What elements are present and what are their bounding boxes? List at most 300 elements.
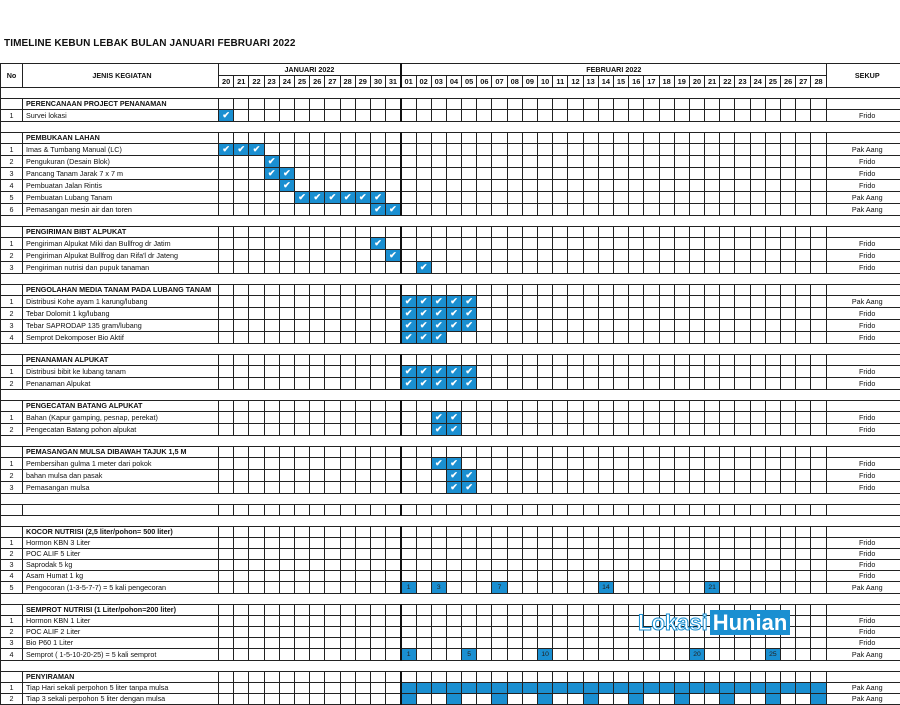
- day-cell: [629, 180, 644, 192]
- day-cell: [310, 355, 325, 366]
- scope-cell: [826, 672, 900, 683]
- day-cell: [644, 447, 659, 458]
- day-cell: [386, 204, 401, 216]
- header-row-months: [1, 64, 900, 76]
- day-cell: [659, 296, 674, 308]
- check-icon: ✔: [405, 366, 413, 376]
- day-cell: [370, 250, 385, 262]
- day-cell: [811, 366, 826, 378]
- day-cell: [477, 320, 492, 332]
- day-cell: [613, 401, 628, 412]
- scope-cell: Frido: [826, 458, 900, 470]
- day-cell: [811, 424, 826, 436]
- section-header-row: [1, 447, 900, 458]
- day-cell: [735, 308, 750, 320]
- day-cell: [553, 180, 568, 192]
- day-cell: [720, 192, 735, 204]
- section-no-cell: [1, 605, 23, 616]
- check-icon: ✔: [435, 320, 443, 330]
- day-cell: [264, 458, 279, 470]
- day-cell: [598, 401, 613, 412]
- day-cell: [234, 505, 249, 516]
- day-cell: [796, 627, 811, 638]
- table-row: [1, 412, 900, 424]
- day-cell: [325, 638, 340, 649]
- day-cell: [355, 447, 370, 458]
- day-cell: [355, 366, 370, 378]
- day-cell: [629, 649, 644, 661]
- day-cell: [477, 285, 492, 296]
- day-cell: [507, 144, 522, 156]
- day-cell: [674, 649, 689, 661]
- day-cell: [492, 538, 507, 549]
- day-cell: [538, 296, 553, 308]
- day-cell: [310, 683, 325, 694]
- day-cell: [386, 227, 401, 238]
- day-cell: [431, 605, 446, 616]
- day-cell: [674, 250, 689, 262]
- day-cell: [522, 582, 537, 594]
- day-cell: [689, 168, 704, 180]
- day-cell: [249, 401, 264, 412]
- day-cell: [234, 133, 249, 144]
- day-cell: [401, 582, 416, 594]
- day-cell: [568, 250, 583, 262]
- activity-name: POC ALIF 2 Liter: [23, 627, 219, 638]
- check-icon: ✔: [420, 378, 428, 388]
- day-cell: [583, 627, 598, 638]
- day-cell: [598, 582, 613, 594]
- day-cell: [598, 308, 613, 320]
- day-cell: [401, 378, 416, 390]
- day-cell: [735, 672, 750, 683]
- check-icon: ✔: [420, 332, 428, 342]
- day-cell: [781, 192, 796, 204]
- activity-name: Hormon KBN 1 Liter: [23, 616, 219, 627]
- day-cell: [613, 627, 628, 638]
- day-cell: [538, 458, 553, 470]
- day-cell: [477, 470, 492, 482]
- day-header: 24: [279, 76, 294, 88]
- day-cell: [431, 204, 446, 216]
- day-cell: [811, 110, 826, 122]
- day-cell: [234, 308, 249, 320]
- day-cell: [325, 308, 340, 320]
- day-cell: [568, 366, 583, 378]
- day-cell: [325, 238, 340, 250]
- day-cell: [705, 99, 720, 110]
- day-cell: [249, 320, 264, 332]
- day-cell: [264, 683, 279, 694]
- day-cell: [583, 250, 598, 262]
- day-cell: [796, 649, 811, 661]
- row-number: 3: [1, 320, 23, 332]
- day-cell: [294, 505, 309, 516]
- day-cell: [462, 424, 477, 436]
- day-cell: [340, 424, 355, 436]
- page-title: TIMELINE KEBUN LEBAK BULAN JANUARI FEBRUARI 2022: [4, 38, 296, 49]
- day-cell: [598, 366, 613, 378]
- day-cell: [416, 285, 431, 296]
- day-cell: [294, 560, 309, 571]
- day-cell: [416, 227, 431, 238]
- day-cell: [355, 549, 370, 560]
- activity-name: Pengiriman nutrisi dan pupuk tanaman: [23, 262, 219, 274]
- day-cell: [705, 505, 720, 516]
- day-cell: [674, 192, 689, 204]
- day-cell: [644, 571, 659, 582]
- day-cell: [674, 560, 689, 571]
- day-cell: [629, 144, 644, 156]
- check-icon: ✔: [450, 366, 458, 376]
- day-cell: [401, 192, 416, 204]
- day-cell: [279, 366, 294, 378]
- day-cell: [811, 401, 826, 412]
- day-cell: [720, 238, 735, 250]
- day-cell: [492, 204, 507, 216]
- activity-name: Distribusi bibit ke lubang tanam: [23, 366, 219, 378]
- day-cell: [219, 627, 234, 638]
- day-cell: [462, 110, 477, 122]
- day-cell: [294, 250, 309, 262]
- table-row: [1, 458, 900, 470]
- day-cell: [431, 110, 446, 122]
- check-icon: ✔: [465, 470, 473, 480]
- check-icon: ✔: [222, 110, 230, 120]
- day-cell: [492, 168, 507, 180]
- day-cell: [538, 683, 553, 694]
- day-cell: [796, 549, 811, 560]
- day-cell: [264, 296, 279, 308]
- day-cell: [629, 401, 644, 412]
- day-cell: [294, 605, 309, 616]
- day-cell: [219, 582, 234, 594]
- day-cell: [720, 285, 735, 296]
- day-cell: [279, 538, 294, 549]
- day-cell: [416, 549, 431, 560]
- section-spacer: [1, 516, 900, 527]
- day-cell: [264, 571, 279, 582]
- day-cell: [598, 605, 613, 616]
- section-title: PENGECATAN BATANG ALPUKAT: [23, 401, 219, 412]
- activity-name: Distribusi Kohe ayam 1 karung/lubang: [23, 296, 219, 308]
- day-cell: [340, 366, 355, 378]
- day-cell: [781, 447, 796, 458]
- day-cell: [264, 204, 279, 216]
- day-cell: [613, 378, 628, 390]
- day-cell: [507, 458, 522, 470]
- day-cell: [507, 424, 522, 436]
- day-cell: [629, 412, 644, 424]
- day-cell: [583, 549, 598, 560]
- day-cell: [386, 549, 401, 560]
- day-cell: [689, 366, 704, 378]
- day-cell: [370, 571, 385, 582]
- day-cell: [234, 366, 249, 378]
- row-number: 4: [1, 571, 23, 582]
- day-cell: [492, 458, 507, 470]
- day-cell: [659, 683, 674, 694]
- day-cell: [750, 204, 765, 216]
- day-cell: [279, 649, 294, 661]
- day-cell: [477, 560, 492, 571]
- day-cell: [720, 144, 735, 156]
- day-cell: [689, 527, 704, 538]
- day-cell: [659, 482, 674, 494]
- day-cell: [659, 99, 674, 110]
- day-cell: [720, 527, 735, 538]
- section-title: PEMBUKAAN LAHAN: [23, 133, 219, 144]
- day-cell: [340, 180, 355, 192]
- day-cell: [279, 99, 294, 110]
- day-cell: [583, 144, 598, 156]
- day-cell: [629, 582, 644, 594]
- day-cell: [416, 168, 431, 180]
- row-number: 3: [1, 482, 23, 494]
- day-cell: [538, 262, 553, 274]
- section-header-row: [1, 285, 900, 296]
- day-cell: [264, 332, 279, 344]
- day-cell: [325, 262, 340, 274]
- day-cell: [553, 156, 568, 168]
- scope-cell: Pak Aang: [826, 694, 900, 705]
- day-cell: [689, 296, 704, 308]
- day-cell: [401, 527, 416, 538]
- day-cell: [507, 227, 522, 238]
- day-cell: [568, 378, 583, 390]
- day-cell: [705, 412, 720, 424]
- day-cell: [522, 366, 537, 378]
- day-cell: [325, 549, 340, 560]
- day-cell: [370, 505, 385, 516]
- day-cell: [674, 378, 689, 390]
- day-cell: [507, 672, 522, 683]
- check-icon: ✔: [374, 204, 382, 214]
- day-cell: [613, 110, 628, 122]
- row-number: 2: [1, 470, 23, 482]
- day-cell: [431, 366, 446, 378]
- day-cell: [416, 250, 431, 262]
- day-cell: [446, 482, 461, 494]
- day-cell: [583, 649, 598, 661]
- day-cell: [796, 144, 811, 156]
- day-cell: [613, 320, 628, 332]
- day-cell: [416, 192, 431, 204]
- day-cell: [249, 133, 264, 144]
- day-cell: [811, 649, 826, 661]
- timeline-table: [0, 63, 900, 705]
- check-icon: ✔: [238, 144, 246, 154]
- day-cell: [522, 412, 537, 424]
- day-cell: [264, 168, 279, 180]
- day-cell: [462, 204, 477, 216]
- day-cell: [279, 549, 294, 560]
- day-cell: [583, 204, 598, 216]
- day-cell: [583, 605, 598, 616]
- day-cell: [446, 144, 461, 156]
- day-cell: [765, 505, 780, 516]
- day-cell: [705, 424, 720, 436]
- day-cell: [462, 560, 477, 571]
- day-cell: [355, 250, 370, 262]
- check-icon: ✔: [450, 482, 458, 492]
- scope-cell: Frido: [826, 110, 900, 122]
- table-row: [1, 649, 900, 661]
- day-cell: [462, 447, 477, 458]
- day-cell: [583, 262, 598, 274]
- day-cell: [568, 262, 583, 274]
- day-cell: [644, 672, 659, 683]
- day-cell: [507, 482, 522, 494]
- day-cell: [568, 458, 583, 470]
- day-cell: [279, 683, 294, 694]
- day-cell: [492, 133, 507, 144]
- day-cell: [264, 378, 279, 390]
- day-cell: [735, 458, 750, 470]
- day-cell: [386, 683, 401, 694]
- schedule-day-label: 3: [437, 584, 441, 591]
- day-cell: [294, 549, 309, 560]
- day-cell: [522, 355, 537, 366]
- day-cell: [598, 649, 613, 661]
- row-number: 1: [1, 412, 23, 424]
- day-cell: [720, 412, 735, 424]
- section-header-row: [1, 355, 900, 366]
- check-icon: ✔: [450, 470, 458, 480]
- day-cell: [310, 168, 325, 180]
- day-cell: [279, 204, 294, 216]
- day-cell: [249, 250, 264, 262]
- day-cell: [674, 458, 689, 470]
- day-cell: [477, 616, 492, 627]
- day-cell: [264, 110, 279, 122]
- day-cell: [629, 549, 644, 560]
- day-cell: [689, 192, 704, 204]
- row-number: 1: [1, 538, 23, 549]
- day-cell: [613, 133, 628, 144]
- day-cell: [674, 571, 689, 582]
- check-icon: ✔: [465, 482, 473, 492]
- day-cell: [796, 110, 811, 122]
- scope-cell: Frido: [826, 332, 900, 344]
- day-cell: [583, 192, 598, 204]
- day-cell: [598, 204, 613, 216]
- day-cell: [492, 332, 507, 344]
- day-cell: [325, 227, 340, 238]
- day-cell: [279, 156, 294, 168]
- day-cell: [431, 180, 446, 192]
- day-cell: [553, 560, 568, 571]
- day-cell: [431, 527, 446, 538]
- day-cell: [735, 638, 750, 649]
- day-cell: [689, 582, 704, 594]
- day-cell: [811, 332, 826, 344]
- day-cell: [538, 204, 553, 216]
- section-spacer: [1, 88, 900, 99]
- table-row: [1, 144, 900, 156]
- table-row: [1, 694, 900, 705]
- day-cell: [796, 447, 811, 458]
- day-cell: [264, 627, 279, 638]
- day-cell: [538, 99, 553, 110]
- day-cell: [507, 308, 522, 320]
- day-cell: [674, 355, 689, 366]
- scope-cell: Pak Aang: [826, 582, 900, 594]
- day-cell: [811, 470, 826, 482]
- day-cell: [613, 694, 628, 705]
- day-cell: [781, 683, 796, 694]
- day-cell: [492, 250, 507, 262]
- day-cell: [355, 458, 370, 470]
- header-activity: JENIS KEGIATAN: [23, 64, 219, 88]
- day-cell: [219, 238, 234, 250]
- day-cell: [674, 482, 689, 494]
- day-cell: [310, 412, 325, 424]
- day-cell: [431, 192, 446, 204]
- day-cell: [735, 649, 750, 661]
- day-cell: [644, 192, 659, 204]
- day-cell: [310, 571, 325, 582]
- check-icon: ✔: [389, 250, 397, 260]
- day-cell: [644, 378, 659, 390]
- day-cell: [583, 180, 598, 192]
- day-cell: [553, 458, 568, 470]
- day-header: 10: [538, 76, 553, 88]
- day-cell: [294, 482, 309, 494]
- day-cell: [644, 538, 659, 549]
- day-cell: [583, 470, 598, 482]
- day-cell: [644, 638, 659, 649]
- day-cell: [507, 683, 522, 694]
- day-cell: [279, 110, 294, 122]
- day-cell: [264, 412, 279, 424]
- day-cell: [705, 308, 720, 320]
- day-cell: [370, 355, 385, 366]
- day-cell: [219, 447, 234, 458]
- day-cell: [431, 447, 446, 458]
- day-cell: [462, 285, 477, 296]
- day-cell: [249, 482, 264, 494]
- day-cell: [750, 378, 765, 390]
- day-cell: [811, 549, 826, 560]
- day-cell: [750, 424, 765, 436]
- day-cell: [613, 616, 628, 627]
- day-cell: [294, 285, 309, 296]
- day-cell: [446, 378, 461, 390]
- section-spacer: [1, 344, 900, 355]
- day-cell: [796, 470, 811, 482]
- day-cell: [781, 482, 796, 494]
- day-cell: [720, 156, 735, 168]
- day-cell: [507, 470, 522, 482]
- day-cell: [750, 285, 765, 296]
- day-cell: [598, 571, 613, 582]
- day-cell: [750, 308, 765, 320]
- day-cell: [219, 694, 234, 705]
- scope-cell: Frido: [826, 366, 900, 378]
- day-cell: [735, 560, 750, 571]
- day-cell: [446, 527, 461, 538]
- day-cell: [538, 285, 553, 296]
- day-cell: [629, 447, 644, 458]
- check-icon: ✔: [465, 320, 473, 330]
- day-cell: [613, 355, 628, 366]
- day-cell: [249, 527, 264, 538]
- day-cell: [279, 672, 294, 683]
- day-cell: [659, 204, 674, 216]
- day-cell: [462, 168, 477, 180]
- day-cell: [416, 694, 431, 705]
